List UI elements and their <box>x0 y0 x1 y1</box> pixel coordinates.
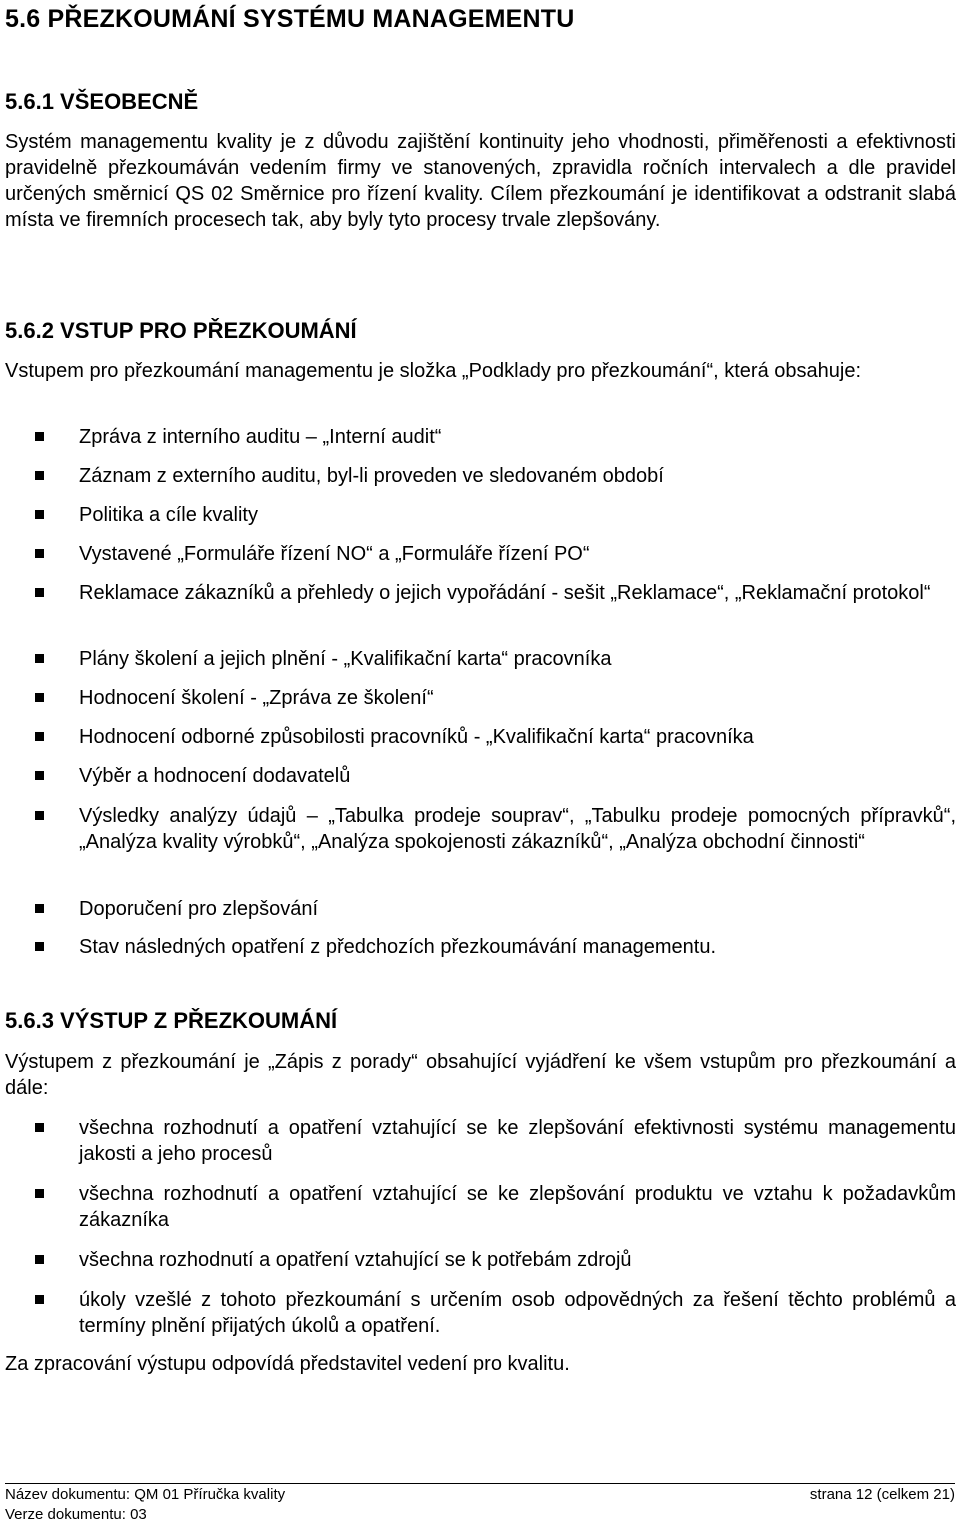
output-intro: Výstupem z přezkoumání je „Zápis z porady“ obsahující vyjádření ke všem vstupům pro přezkoumání a dále: <box>5 1051 956 1099</box>
bullet-icon <box>35 1189 44 1198</box>
bullet-icon <box>35 732 44 741</box>
output-closing: Za zpracování výstupu odpovídá představitel vedení pro kvalitu. <box>5 1353 570 1375</box>
input-heading: 5.6.2 VSTUP PRO PŘEZKOUMÁNÍ <box>5 318 357 343</box>
bullet-icon <box>35 654 44 663</box>
bullet-icon <box>35 471 44 480</box>
output-heading: 5.6.3 VÝSTUP Z PŘEZKOUMÁNÍ <box>5 1008 338 1033</box>
document-name: Název dokumentu: QM 01 Příručka kvality <box>5 1486 286 1503</box>
bullet-icon <box>35 1123 44 1132</box>
general-heading: 5.6.1 VŠEOBECNĚ <box>5 89 199 114</box>
footer-row-bottom <box>5 1505 955 1525</box>
bullet-icon <box>35 1295 44 1304</box>
footer-divider <box>5 1483 955 1484</box>
document-version: Verze dokumentu: 03 <box>5 1506 147 1523</box>
bullet-icon <box>35 771 44 780</box>
bullet-icon <box>35 510 44 519</box>
bullet-icon <box>35 549 44 558</box>
bullet-icon <box>35 693 44 702</box>
bullet-icon <box>35 904 44 913</box>
bullet-icon <box>35 811 44 820</box>
bullet-icon <box>35 1255 44 1264</box>
input-intro: Vstupem pro přezkoumání managementu je složka „Podklady pro přezkoumání“, která obsahuje: <box>5 360 862 382</box>
footer-row-top <box>5 1485 955 1505</box>
general-paragraph: Systém managementu kvality je z důvodu zajištění kontinuity jeho vhodnosti, přiměřenosti a efektivnosti pravidelně přezkoumáván vedením firmy ve stanovených, zpravidla ročních intervalech a dle pravidel určených směrnicí QS 02 Směrnice pro řízení kvality. Cílem přezkoumání je identifikovat a odstranit slabá místa ve firemních procesech tak, aby byly tyto procesy trvale zlepšovány. <box>5 131 956 231</box>
bullet-icon <box>35 432 44 441</box>
section-title: 5.6 PŘEZKOUMÁNÍ SYSTÉMU MANAGEMENTU <box>5 5 575 33</box>
bullet-icon <box>35 942 44 951</box>
bullet-icon <box>35 588 44 597</box>
page-number: strana 12 (celkem 21) <box>809 1486 955 1503</box>
